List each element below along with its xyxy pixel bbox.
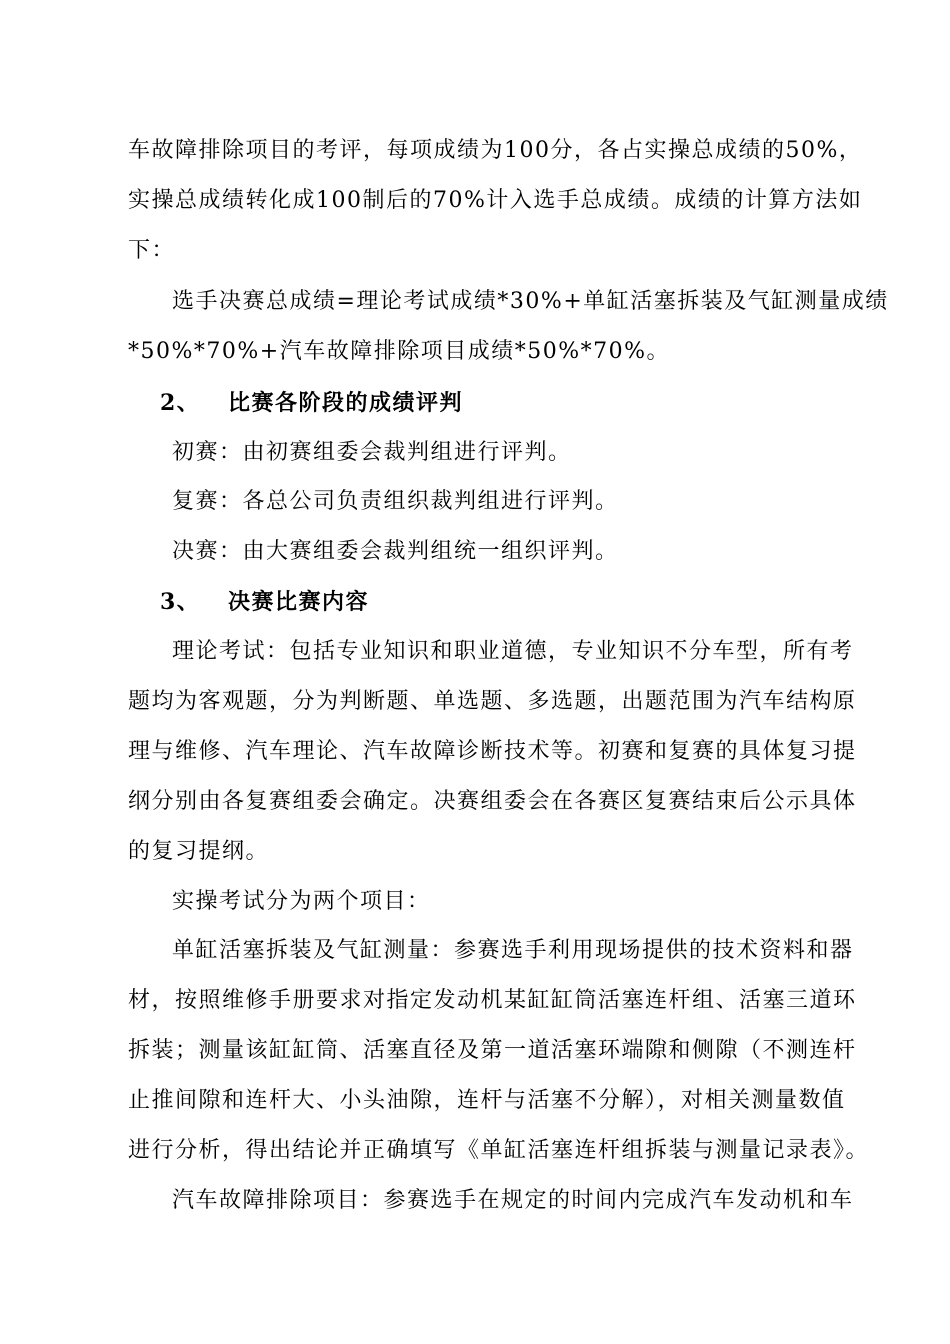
paragraph-line: 理论考试：包括专业知识和职业道德，专业知识不分车型，所有考: [172, 639, 854, 664]
section-title: 比赛各阶段的成绩评判: [228, 390, 464, 416]
paragraph-line: 材，按照维修手册要求对指定发动机某缸缸筒活塞连杆组、活塞三道环: [128, 988, 857, 1013]
section-title: 决赛比赛内容: [228, 589, 370, 615]
formula-line: *50%*70%+汽车故障排除项目成绩*50%*70%。: [128, 339, 671, 364]
formula-line: 选手决赛总成绩=理论考试成绩*30%+单缸活塞拆装及气缸测量成绩: [172, 289, 889, 314]
paragraph-line: 实操考试分为两个项目：: [172, 889, 431, 914]
paragraph-line: 纲分别由各复赛组委会确定。决赛组委会在各赛区复赛结束后公示具体: [128, 789, 857, 814]
paragraph-line: 汽车故障排除项目：参赛选手在规定的时间内完成汽车发动机和车: [172, 1188, 854, 1213]
paragraph-line: 拆装；测量该缸缸筒、活塞直径及第一道活塞环端隙和侧隙（不测连杆: [128, 1038, 857, 1063]
paragraph-line: 止推间隙和连杆大、小头油隙，连杆与活塞不分解），对相关测量数值: [128, 1088, 846, 1113]
paragraph-line: 车故障排除项目的考评，每项成绩为100分，各占实操总成绩的50%，: [128, 138, 863, 163]
paragraph-line: 复赛：各总公司负责组织裁判组进行评判。: [172, 489, 619, 514]
paragraph-line: 理与维修、汽车理论、汽车故障诊断技术等。初赛和复赛的具体复习提: [128, 739, 857, 764]
section-heading-3: [160, 587, 369, 617]
paragraph-line: 实操总成绩转化成100制后的70%计入选手总成绩。成绩的计算方法如: [128, 188, 863, 213]
paragraph-line: 初赛：由初赛组委会裁判组进行评判。: [172, 440, 572, 465]
paragraph-line: 下：: [128, 238, 176, 263]
paragraph-line: 进行分析，得出结论并正确填写《单缸活塞连杆组拆装与测量记录表》。: [128, 1138, 870, 1163]
section-number: 3、: [160, 589, 201, 615]
paragraph-line: 决赛：由大赛组委会裁判组统一组织评判。: [172, 539, 619, 564]
section-heading-2: [160, 388, 463, 418]
section-number: 2、: [160, 390, 201, 416]
paragraph-line: 的复习提纲。: [128, 839, 270, 864]
paragraph-line: 单缸活塞拆装及气缸测量：参赛选手利用现场提供的技术资料和器: [172, 938, 854, 963]
paragraph-line: 题均为客观题，分为判断题、单选题、多选题，出题范围为汽车结构原: [128, 689, 857, 714]
